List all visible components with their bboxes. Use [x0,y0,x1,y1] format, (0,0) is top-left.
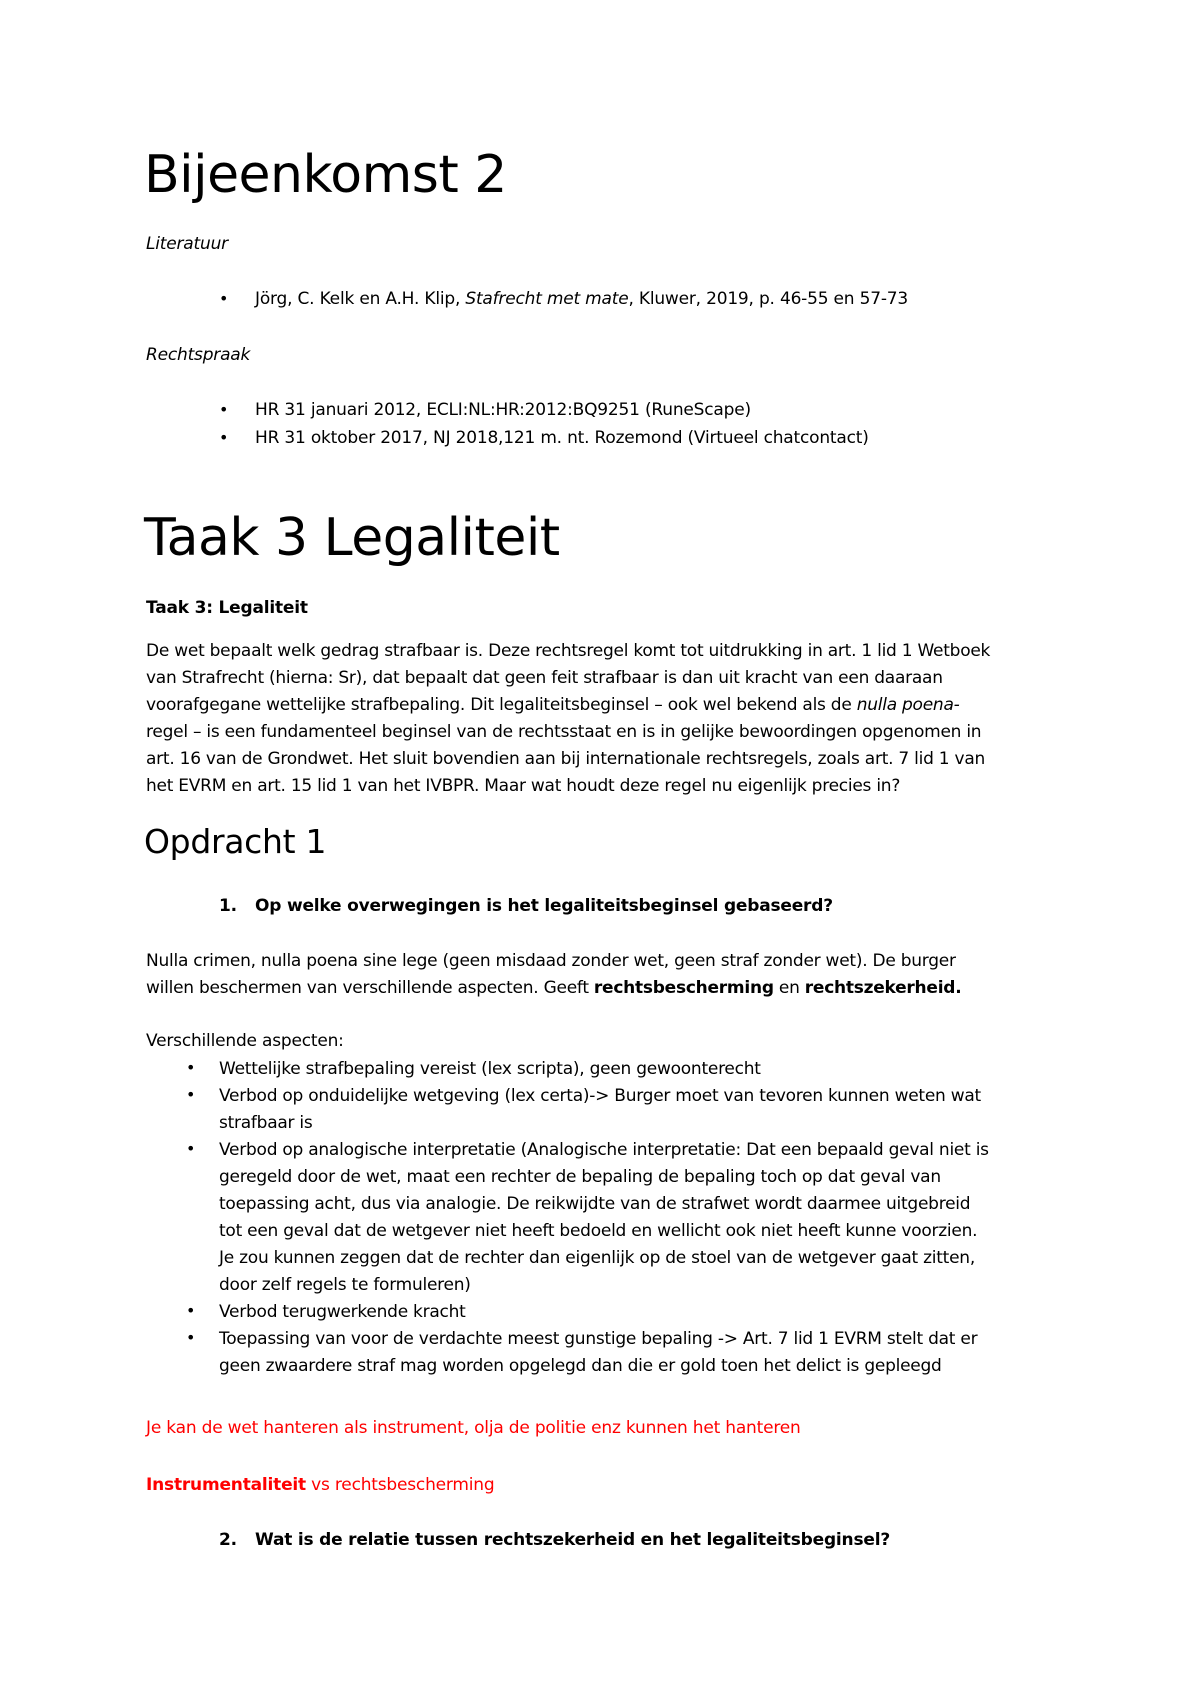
red-note-bold: Instrumentaliteit [146,1475,306,1495]
question2-number: 2. [219,1530,237,1550]
intro-line: regel – is een fundamenteel beginsel van de rechtsstaat en is in gelijke bewoordingen opgenomen in [146,722,982,742]
rechtspraak-label: Rechtspraak [146,345,251,365]
answer-bold-rechtsbescherming: rechtsbescherming [593,978,774,998]
red-note: Je kan de wet hanteren als instrument, olja de politie enz kunnen het hanteren [146,1418,801,1438]
literatuur-item-post: , Kluwer, 2019, p. 46-55 en 57-73 [628,289,908,309]
literatuur-item-pre: Jörg, C. Kelk en A.H. Klip, [255,289,466,309]
answer-bold-rechtszekerheid: rechtszekerheid [804,978,956,998]
aspect-line: Verbod op onduidelijke wetgeving (lex certa)-> Burger moet van tevoren kunnen weten wat [219,1086,981,1106]
aspect-line: Toepassing van voor de verdachte meest gunstige bepaling -> Art. 7 lid 1 EVRM stelt dat er [219,1329,978,1349]
aspect-item [219,1137,1079,1299]
aspect-line: tot een geval dat de wetgever niet heeft bedoeld en wellicht ook niet heeft kunne voorzien. [219,1221,978,1241]
intro-italic: nulla poena- [856,695,960,715]
aspect-line: Je zou kunnen zeggen dat de rechter dan eigenlijk op de stoel van de wetgever gaat zitten, [219,1248,975,1268]
aspect-line: toepassing acht, dus via analogie. De reikwijdte van de strafwet wordt daarmee uitgebreid [219,1194,971,1214]
question1-number: 1. [219,896,237,916]
literatuur-item [255,288,908,310]
bullet-icon: • [186,1301,196,1320]
answer-text: . [955,978,962,998]
aspect-line: geen zwaardere straf mag worden opgelegd dan die er gold toen het delict is gepleegd [219,1356,942,1376]
aspect-line: strafbaar is [219,1113,313,1133]
bullet-icon: • [219,428,229,447]
aspect-line: Verbod op analogische interpretatie (Analogische interpretatie: Dat een bepaald geval niet is [219,1140,989,1160]
intro-line-text: voorafgegane wettelijke strafbepaling. Dit legaliteitsbeginsel – ook wel bekend als de [146,695,857,715]
rechtspraak-item: HR 31 oktober 2017, NJ 2018,121 m. nt. Rozemond (Virtueel chatcontact) [255,428,869,448]
answer-paragraph [146,948,1076,1002]
bullet-icon: • [186,1328,196,1347]
intro-paragraph [146,638,1076,800]
answer-text: willen beschermen van verschillende aspecten. Geeft [146,978,594,998]
taak-bold-label: Taak 3: Legaliteit [146,598,308,618]
red-note-instrumentaliteit [146,1474,494,1496]
heading-opdracht1: Opdracht 1 [144,822,327,861]
aspect-item [219,1326,1079,1380]
intro-line [146,692,1076,719]
intro-line: De wet bepaalt welk gedrag strafbaar is. Deze rechtsregel komt tot uitdrukking in art. 1 lid 1 Wetboek [146,641,991,661]
bullet-icon: • [219,400,229,419]
intro-line: van Strafrecht (hierna: Sr), dat bepaalt dat geen feit strafbaar is dan uit kracht van een daaraan [146,668,943,688]
aspect-item [219,1083,1079,1137]
answer-line [146,975,1076,1002]
aspect-line: geregeld door de wet, maat een rechter de bepaling de bepaling toch op dat geval van [219,1167,941,1187]
rechtspraak-item: HR 31 januari 2012, ECLI:NL:HR:2012:BQ9251 (RuneScape) [255,400,751,420]
answer-line: Nulla crimen, nulla poena sine lege (geen misdaad zonder wet, geen straf zonder wet). De burger [146,951,956,971]
bullet-icon: • [186,1139,196,1158]
aspect-line: Verbod terugwerkende kracht [219,1302,466,1322]
question1-text: Op welke overwegingen is het legaliteitsbeginsel gebaseerd? [255,896,833,916]
aspect-item [219,1299,1079,1326]
literatuur-label: Literatuur [146,234,228,254]
red-note-rest: vs rechtsbescherming [305,1475,495,1495]
aspect-line: door zelf regels te formuleren) [219,1275,471,1295]
literatuur-item-title: Stafrecht met mate [465,289,629,309]
aspecten-label: Verschillende aspecten: [146,1031,344,1051]
question2-text: Wat is de relatie tussen rechtszekerheid en het legaliteitsbeginsel? [255,1530,890,1550]
bullet-icon: • [186,1058,196,1077]
heading-bijeenkomst: Bijeenkomst 2 [144,145,507,205]
bullet-icon: • [186,1085,196,1104]
bullet-icon: • [219,289,229,308]
heading-taak3: Taak 3 Legaliteit [144,508,560,568]
answer-text: en [773,978,805,998]
intro-line: art. 16 van de Grondwet. Het sluit bovendien aan bij internationale rechtsregels, zoals art. 7 lid 1 van [146,749,986,769]
intro-line: het EVRM en art. 15 lid 1 van het IVBPR. Maar wat houdt deze regel nu eigenlijk precies in? [146,776,901,796]
aspect-item [219,1056,1079,1083]
aspect-line: Wettelijke strafbepaling vereist (lex scripta), geen gewoonterecht [219,1059,761,1079]
